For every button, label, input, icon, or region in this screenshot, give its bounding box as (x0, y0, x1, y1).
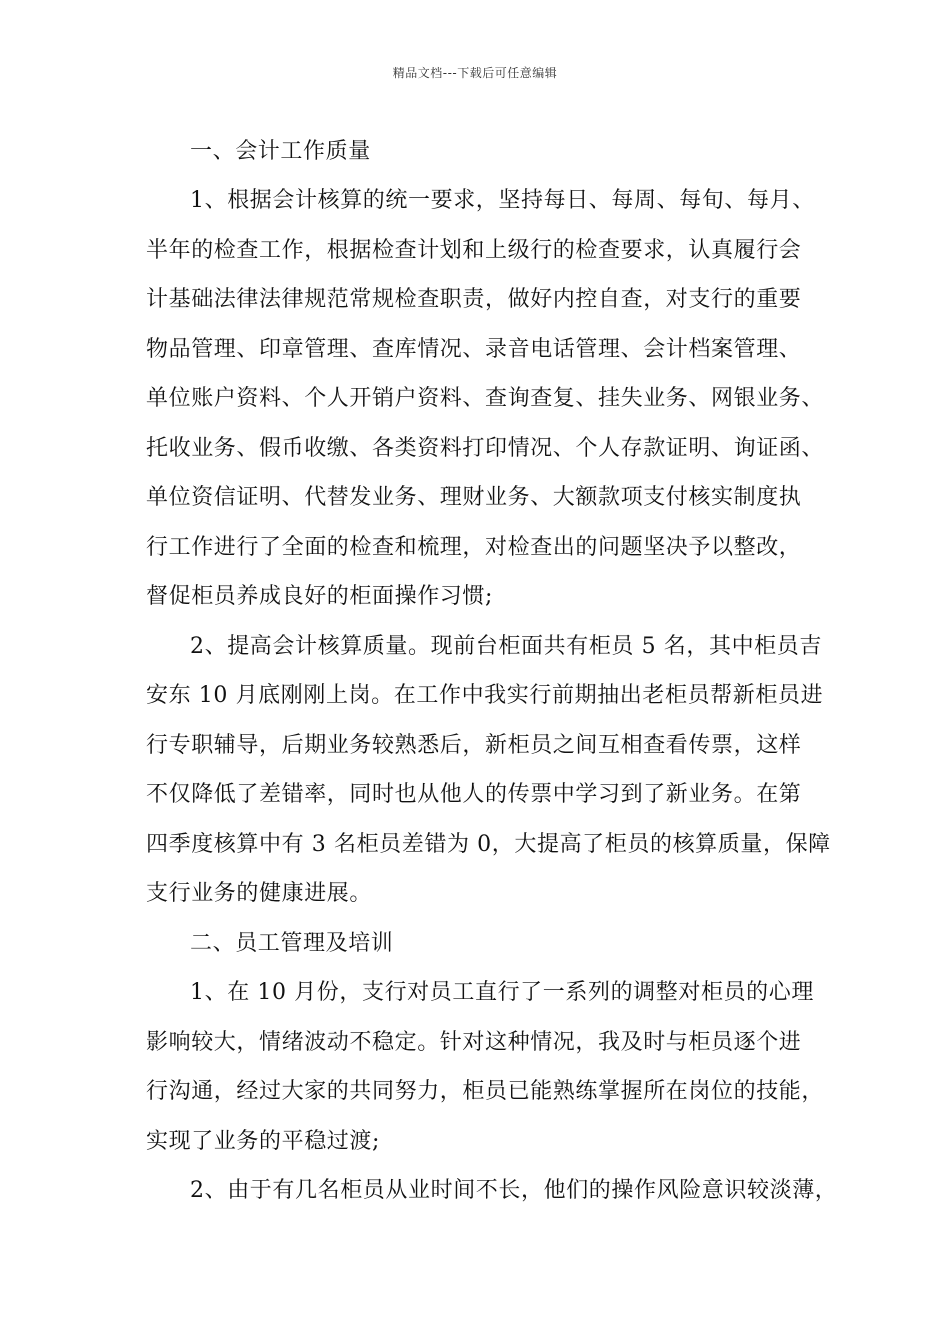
paragraph-line: 行沟通，经过大家的共同努力，柜员已能熟练掌握所在岗位的技能， (146, 1079, 825, 1104)
paragraph-line: 行工作进行了全面的检查和梳理，对检查出的问题坚决予以整改， (146, 535, 802, 560)
paragraph-line: 单位账户资料、个人开销户资料、查询查复、挂失业务、网银业务、 (146, 386, 825, 411)
paragraph-line: 督促柜员养成良好的柜面操作习惯; (146, 584, 494, 609)
paragraph-line: 安东 10 月底刚刚上岗。在工作中我实行前期抽出老柜员帮新柜员进 (146, 683, 824, 708)
paragraph-line: 支行业务的健康进展。 (146, 881, 373, 906)
page-header: 精品文档---下载后可任意编辑 (392, 66, 558, 80)
paragraph-line: 实现了业务的平稳过渡; (146, 1129, 381, 1154)
paragraph-line: 物品管理、印章管理、查库情况、录音电话管理、会计档案管理、 (146, 337, 802, 362)
paragraph-line: 计基础法律法律规范常规检查职责，做好内控自查，对支行的重要 (146, 287, 802, 312)
section-heading: 二、员工管理及培训 (190, 931, 394, 956)
paragraph-line: 半年的检查工作，根据检查计划和上级行的检查要求，认真履行会 (146, 238, 802, 263)
paragraph-line: 1、在 10 月份，支行对员工直行了一系列的调整对柜员的心理 (190, 980, 814, 1005)
paragraph-line: 行专职辅导，后期业务较熟悉后，新柜员之间互相查看传票，这样 (146, 733, 802, 758)
paragraph-line: 单位资信证明、代替发业务、理财业务、大额款项支付核实制度执 (146, 485, 802, 510)
paragraph-line: 1、根据会计核算的统一要求，坚持每日、每周、每旬、每月、 (190, 188, 815, 213)
paragraph-line: 四季度核算中有 3 名柜员差错为 0，大提高了柜员的核算质量，保障 (146, 832, 831, 857)
paragraph-line: 不仅降低了差错率，同时也从他人的传票中学习到了新业务。在第 (146, 782, 802, 807)
paragraph-line: 2、提高会计核算质量。现前台柜面共有柜员 5 名，其中柜员吉 (190, 634, 822, 659)
paragraph-line: 托收业务、假币收缴、各类资料打印情况、个人存款证明、询证函、 (146, 436, 825, 461)
paragraph-line: 2、由于有几名柜员从业时间不长，他们的操作风险意识较淡薄， (190, 1178, 838, 1203)
section-heading: 一、会计工作质量 (190, 139, 371, 164)
paragraph-line: 影响较大，情绪波动不稳定。针对这种情况，我及时与柜员逐个进 (146, 1030, 802, 1055)
